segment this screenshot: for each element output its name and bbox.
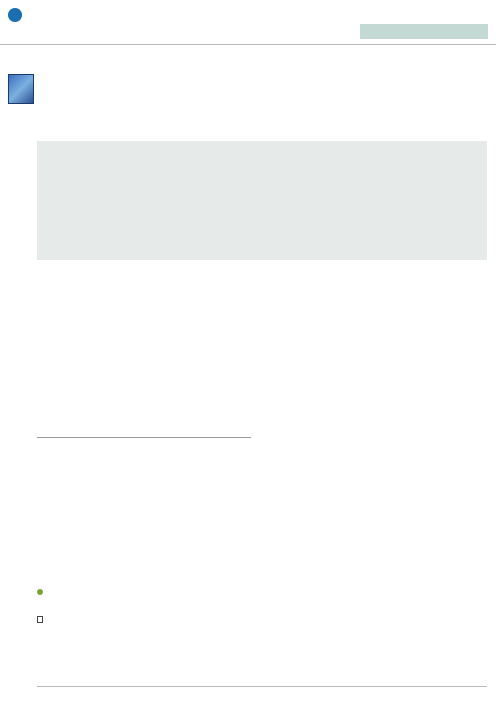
article-type-badge [360, 24, 488, 39]
header-divider [0, 44, 496, 45]
footer-divider [37, 686, 487, 687]
open-access-lock-icon [37, 616, 43, 623]
affiliation-divider [37, 437, 251, 438]
abstract-box [37, 141, 487, 260]
journal-cover-thumbnail [8, 74, 34, 104]
orcid-icon [37, 589, 43, 595]
journal-banner [360, 4, 496, 38]
page-header [0, 0, 496, 44]
chempubsoc-logo-icon [8, 8, 22, 22]
